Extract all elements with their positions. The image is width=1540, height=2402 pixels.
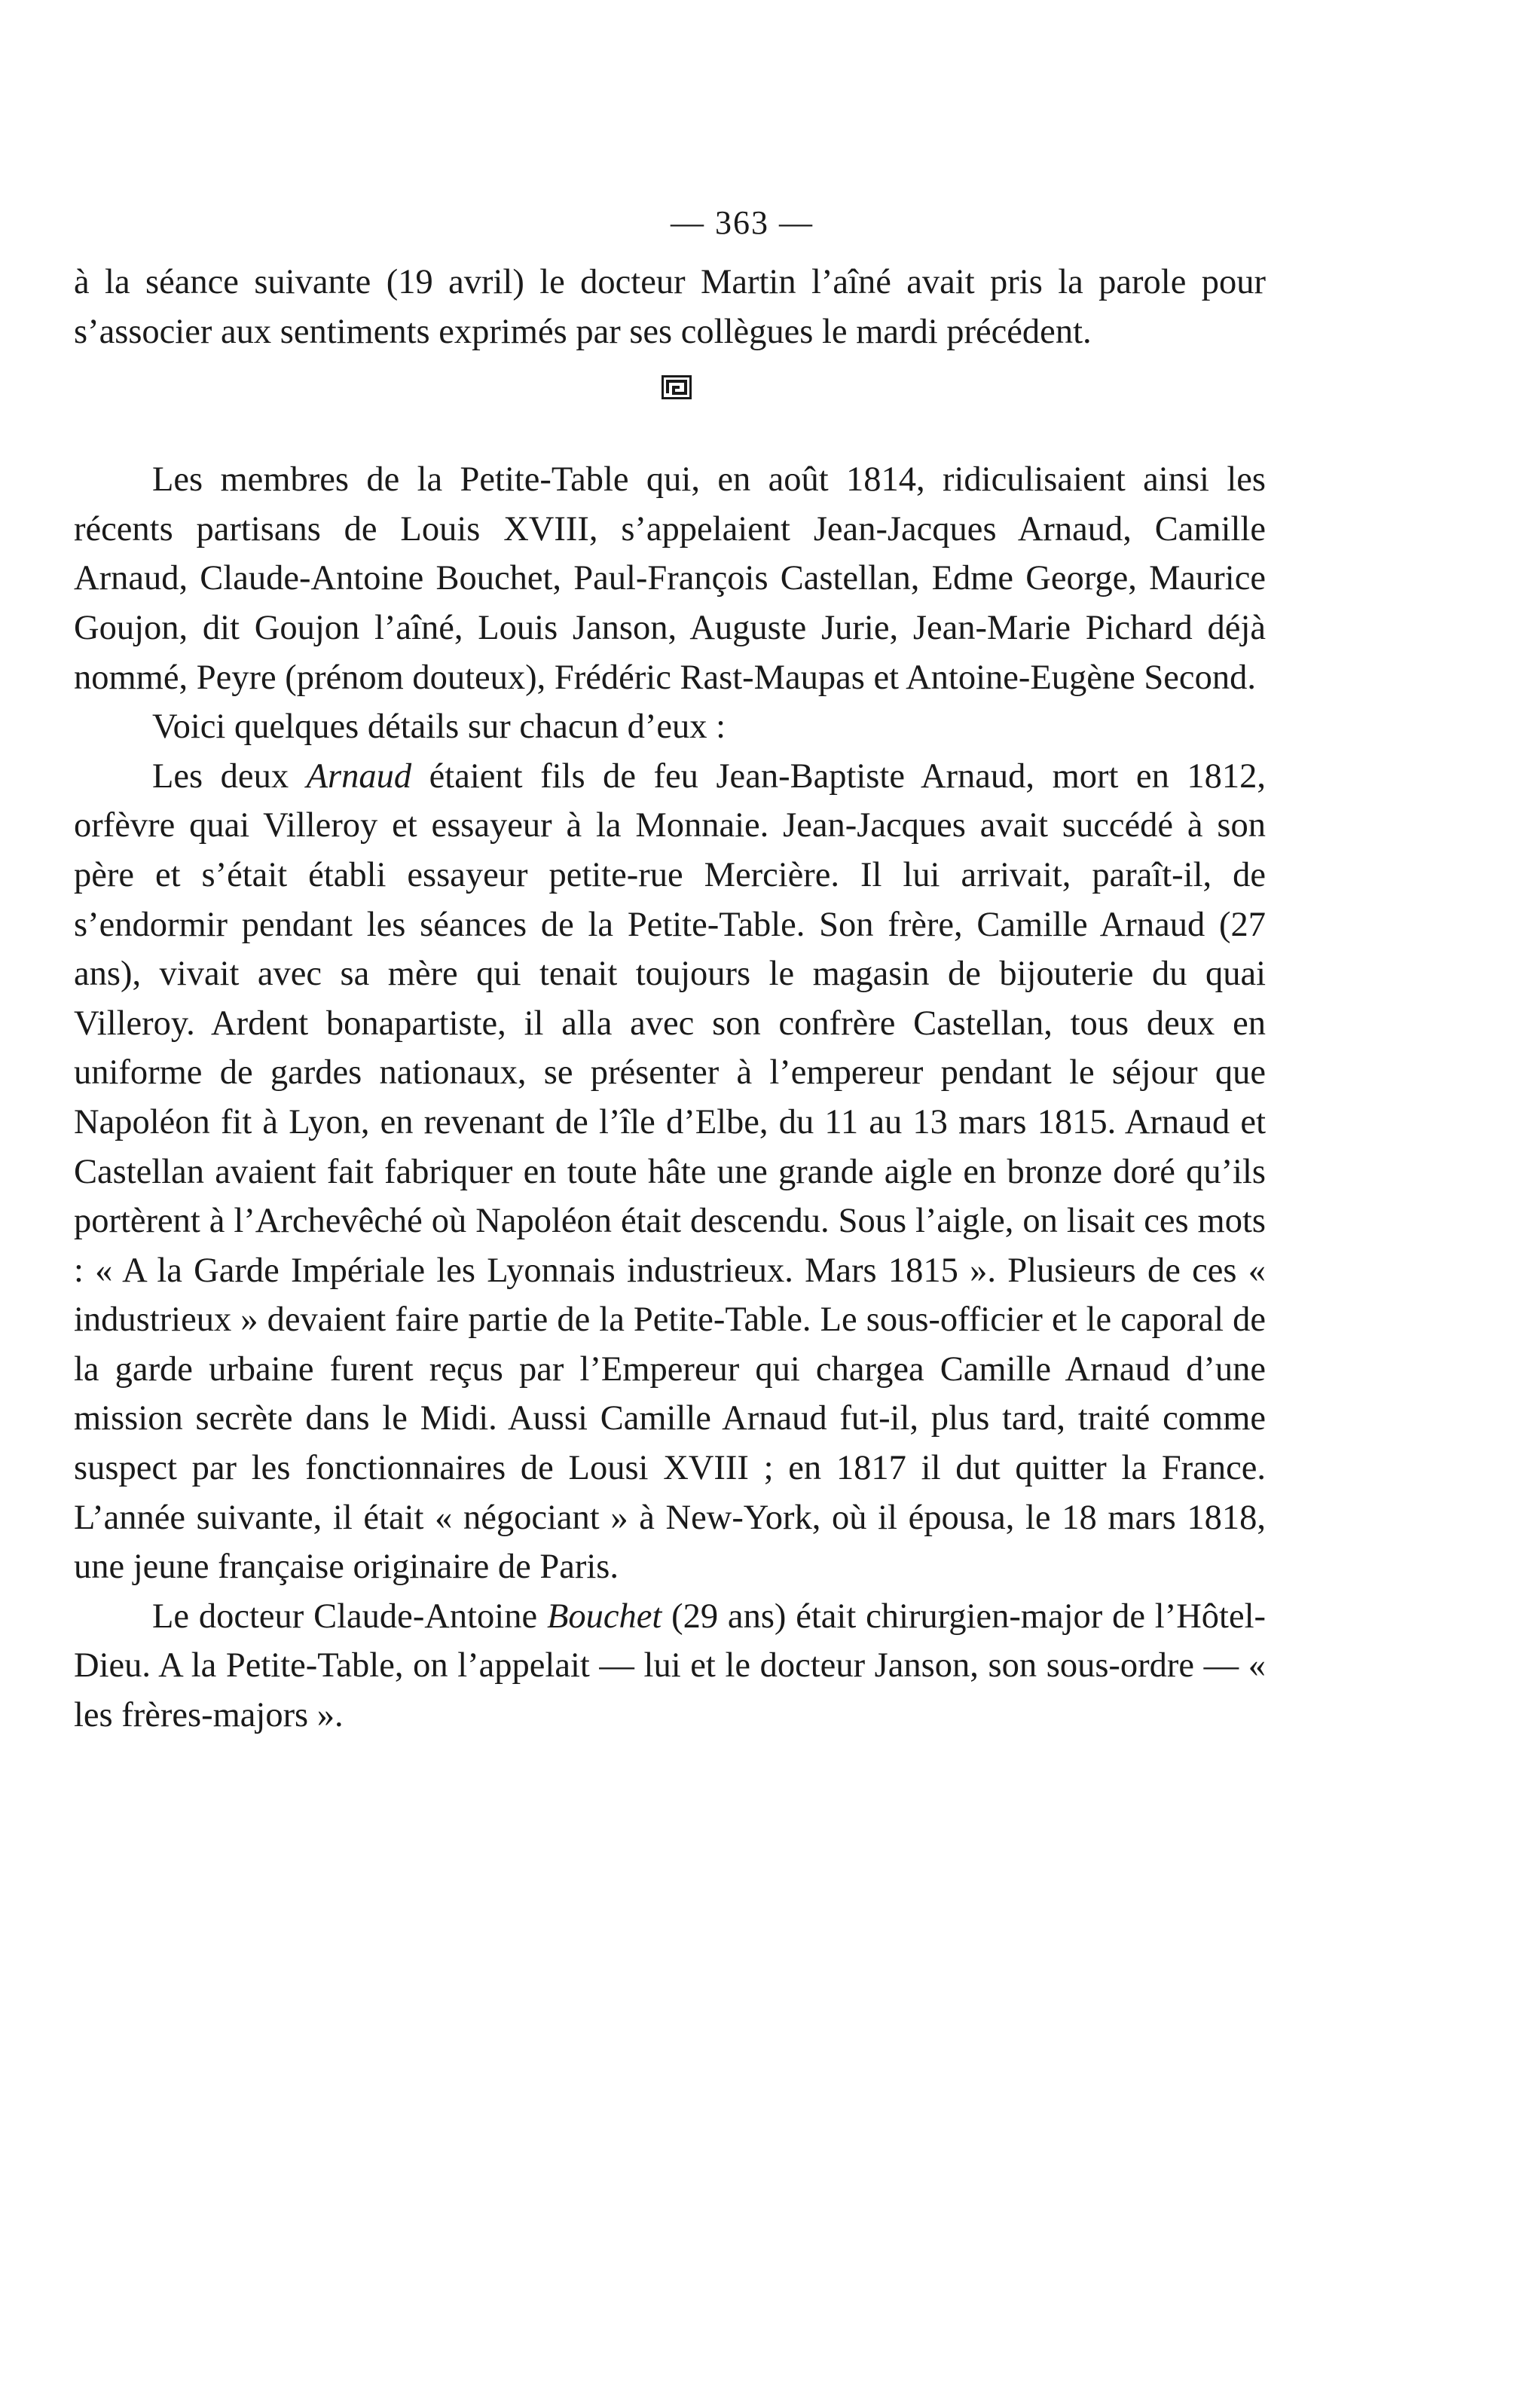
paragraph-arnaud-body: étaient fils de feu Jean-Baptiste Arnaud, mort en 1812, orfèvre quai Villeroy et essayeur à la Monnaie. Jean-Jacques avait succédé à son père et s’était établi essayeur petite-rue Mercière. Il lui arrivait, paraît-il, de s’endormir pendant les séances de la Petite-Table. Son frère, Camille Arnaud (27 ans), vivait avec sa mère qui tenait toujours le magasin de bijouterie du quai Villeroy. Ardent bonapartiste, il alla avec son confrère Castellan, tous deux en uniforme de gardes nationaux, se présenter à l’empereur pendant le séjour que Napoléon fit à Lyon, en revenant de l’île d’Elbe, du 11 au 13 mars 1815. Arnaud et Castellan avaient fait fabriquer en toute hâte une grande aigle en bronze doré qu’ils portèrent à l’Archevêché où Napoléon était descendu. Sous l’aigle, on lisait ces mots : « A la Garde Impériale les Lyonnais industrieux. Mars 1815 ». Plusieurs de ces « industrieux » devaient faire partie de la Petite-Table. Le sous-officier et le caporal de la garde urbaine furent reçus par l’Empereur qui chargea Camille Arnaud d’une mission secrète dans le Midi. Aussi Camille Arnaud fut-il, plus tard, traité comme suspect par les fonctionnaires de Lousi XVIII ; en 1817 il dut quitter la France. L’année suivante, il était « négociant » à New-York, où il épousa, le 18 mars 1818, une jeune française originaire de Paris. [74, 756, 1266, 1587]
page-number: — 363 — [671, 204, 814, 241]
paragraph-arnaud [74, 752, 1266, 1592]
paragraph-continuation: à la séance suivante (19 avril) le docteur Martin l’aîné avait pris la parole pour s’associer aux sentiments exprimés par ses collègues le mardi précédent. [74, 263, 1266, 351]
paragraph-arnaud-lead: Les deux [152, 756, 307, 796]
name-arnaud: Arnaud [306, 756, 412, 796]
name-bouchet: Bouchet [546, 1597, 662, 1636]
greek-key-ornament-icon [662, 375, 692, 399]
paragraph-bouchet-body: (29 ans) était chirurgien-major de l’Hôtel-Dieu. A la Petite-Table, on l’appelait — lui et le docteur Janson, son sous-ordre — « les frères-majors ». [74, 1597, 1266, 1735]
paragraph-intro-details: Voici quelques détails sur chacun d’eux : [152, 707, 726, 747]
paragraph-bouchet-lead: Le docteur Claude-Antoine [152, 1597, 547, 1636]
paragraph-members: Les membres de la Petite-Table qui, en août 1814, ridiculisaient ainsi les récents partisans de Louis XVIII, s’appelaient Jean-Jacques Arnaud, Camille Arnaud, Claude-Antoine Bouchet, Paul-François Castellan, Edme George, Maurice Goujon, dit Goujon l’aîné, Louis Janson, Auguste Jurie, Jean-Marie Pichard déjà nommé, Peyre (prénom douteux), Frédéric Rast-Maupas et Antoine-Eugène Second. [74, 460, 1266, 697]
paragraph-bouchet [74, 1592, 1266, 1740]
section-ornament [74, 356, 1266, 455]
body-text [74, 258, 1266, 1740]
